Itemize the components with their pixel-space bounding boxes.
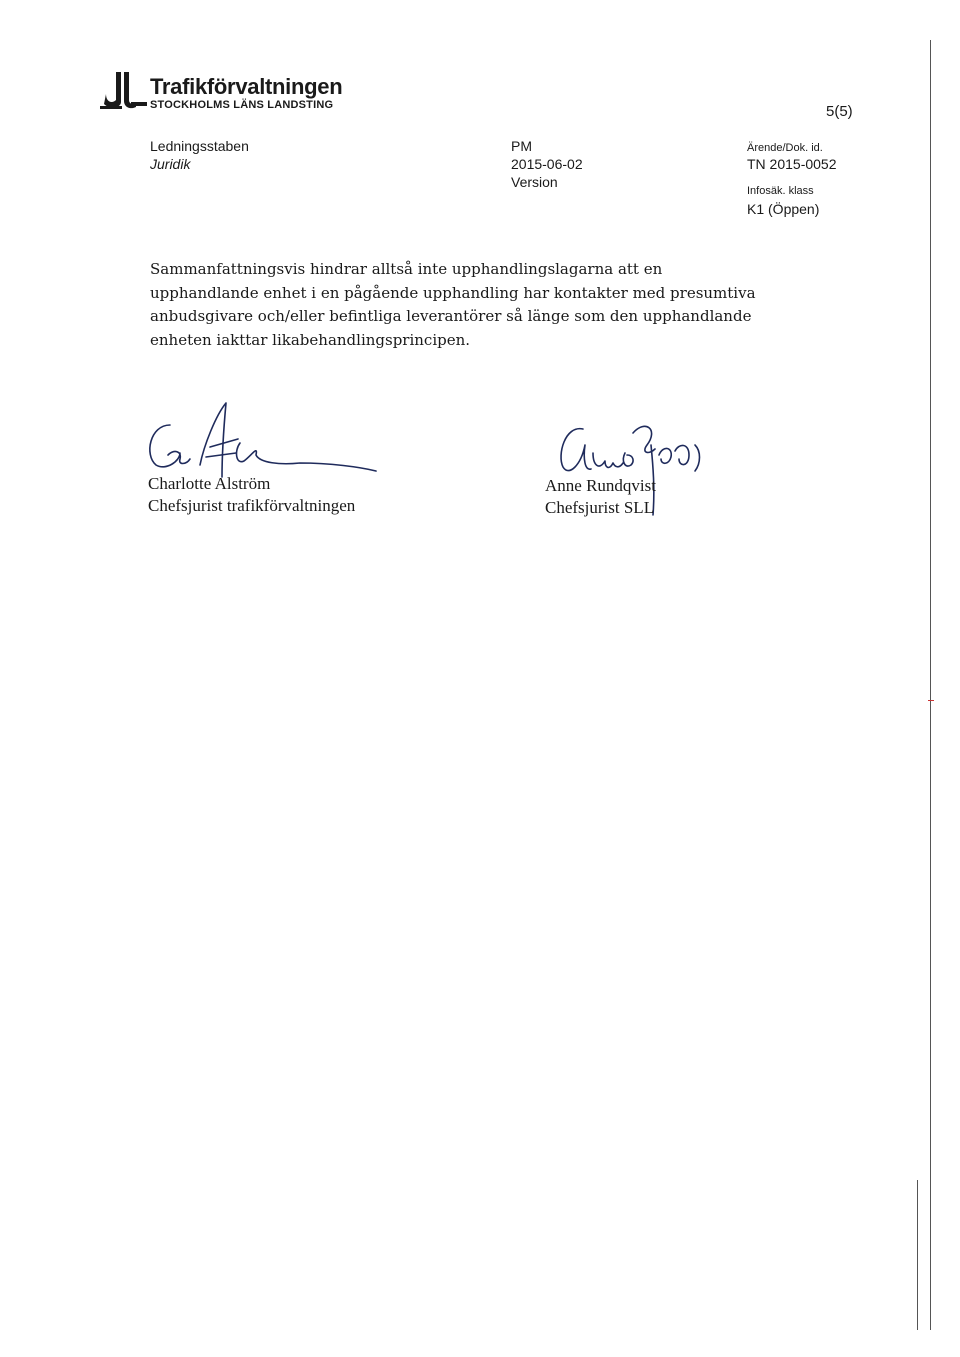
case-label: Ärende/Dok. id. <box>747 142 823 154</box>
case-id: TN 2015-0052 <box>747 156 837 172</box>
org-subtitle: STOCKHOLMS LÄNS LANDSTING <box>150 99 334 111</box>
signatory-name: Anne Rundqvist <box>545 476 656 495</box>
paragraph-line: anbudsgivare och/eller befintliga leverantörer så länge som den upphandlande <box>150 307 752 325</box>
paragraph-line: Sammanfattningsvis hindrar alltså inte upphandlingslagarna att en <box>150 260 663 278</box>
sll-logo-icon <box>100 66 148 110</box>
class-value: K1 (Öppen) <box>747 201 820 217</box>
scan-mark <box>928 700 934 701</box>
page-number: 5(5) <box>826 103 853 120</box>
version-label: Version <box>511 174 558 190</box>
signatory-name: Charlotte Alström <box>148 474 271 493</box>
signatory-title: Chefsjurist trafikförvaltningen <box>148 496 356 515</box>
doc-date: 2015-06-02 <box>511 156 583 172</box>
signatory-title: Chefsjurist SLL <box>545 498 655 517</box>
org-name: Trafikförvaltningen <box>150 74 343 99</box>
signatory-block-2 <box>545 475 656 519</box>
paragraph-line: upphandlande enhet i en pågående upphandling har kontakter med presumtiva <box>150 283 756 302</box>
department: Ledningsstaben <box>150 138 249 154</box>
unit: Juridik <box>150 156 191 172</box>
signature-charlotte-icon <box>140 395 390 485</box>
class-label: Infosäk. klass <box>747 185 814 197</box>
doc-type: PM <box>511 138 532 154</box>
paragraph-line: enheten iakttar likabehandlingsprincipen. <box>150 330 471 349</box>
scan-edge-line-2 <box>917 1180 918 1330</box>
signatory-block-1 <box>148 473 355 517</box>
summary-paragraph <box>150 258 770 352</box>
scan-edge-line <box>930 40 931 1330</box>
